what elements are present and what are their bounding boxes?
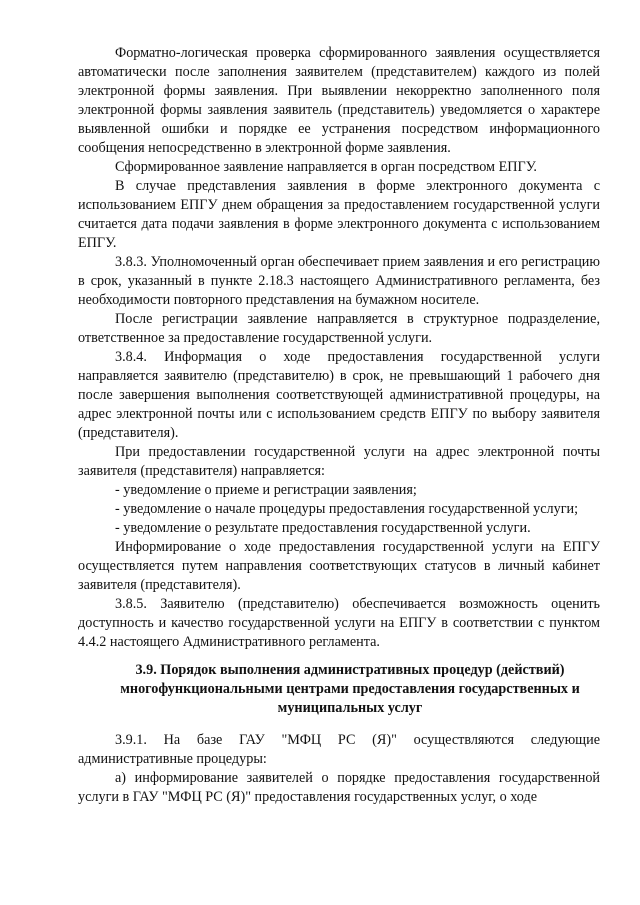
list-item-start-notice: - уведомление о начале процедуры предоставления государственной услуги; <box>115 501 579 517</box>
paragraph-3-9-1: 3.9.1. На базе ГАУ "МФЦ РС (Я)" осуществляются следующие административные процедуры: <box>78 732 600 767</box>
list-item-receipt-notice: - уведомление о приеме и регистрации заявления; <box>115 482 417 498</box>
paragraph-item-a: а) информирование заявителей о порядке предоставления государственной услуги в ГАУ "МФЦ РС (Я)" предоставления государственных услуг, о ходе <box>78 770 600 805</box>
paragraph-3-8-3: 3.8.3. Уполномоченный орган обеспечивает прием заявления и его регистрацию в срок, указанный в пункте 2.18.3 настоящего Административного регламента, без необходимости повторного представления на бумажном носителе. <box>78 254 600 308</box>
paragraph-3-8-4: 3.8.4. Информация о ходе предоставления государственной услуги направляется заявителю (представителю) в срок, не превышающий 1 рабочего дня после завершения выполнения соответствующей административной процедуры, на адрес электронной почты или с использованием средств ЕПГУ по выбору заявителя (представителя). <box>78 349 600 441</box>
paragraph-status-info: Информирование о ходе предоставления государственной услуги на ЕПГУ осуществляется путем направления соответствующих статусов в личный кабинет заявителя (представителя). <box>78 539 600 593</box>
paragraph-email-notice: При предоставлении государственной услуги на адрес электронной почты заявителя (представителя) направляется: <box>78 444 600 479</box>
document-body <box>78 44 600 807</box>
section-heading-3-9: 3.9. Порядок выполнения административных процедур (действий) многофункциональными центрами предоставления государственных и муниципальных услуг <box>120 662 580 716</box>
paragraph-submission-date: В случае представления заявления в форме электронного документа с использованием ЕПГУ днем обращения за предоставлением государственной услуги считается дата подачи заявления в форме электронного документа с использованием ЕПГУ. <box>78 178 600 251</box>
list-item-result-notice: - уведомление о результате предоставления государственной услуги. <box>115 520 531 536</box>
paragraph-after-registration: После регистрации заявление направляется в структурное подразделение, ответственное за предоставление государственной услуги. <box>78 311 600 346</box>
paragraph-format-check: Форматно-логическая проверка сформированного заявления осуществляется автоматически после заполнения заявителем (представителем) каждого из полей электронной формы заявления. При выявлении некорректно заполненного поля электронной формы заявления заявитель (представитель) уведомляется о характере выявленной ошибки и порядке ее устранения посредством информационного сообщения непосредственно в электронной форме заявления. <box>78 45 600 156</box>
paragraph-3-8-5: 3.8.5. Заявителю (представителю) обеспечивается возможность оценить доступность и качество государственной услуги на ЕПГУ в соответствии с пунктом 4.4.2 настоящего Административного регламента. <box>78 596 600 650</box>
paragraph-submission: Сформированное заявление направляется в орган посредством ЕПГУ. <box>115 159 537 175</box>
